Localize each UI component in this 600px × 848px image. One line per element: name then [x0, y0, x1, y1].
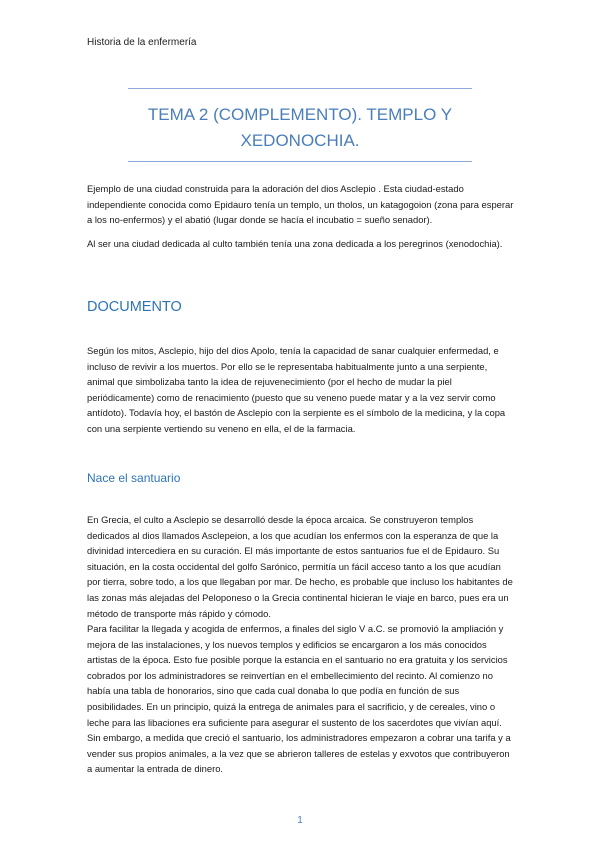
santuario-paragraph: En Grecia, el culto a Asclepio se desarrolló desde la época arcaica. Se construyeron templos dedicados al dios llamados Asclepeion, a los que acudían los enfermos con la esperanza de que la divinidad intercediera en su curación. El más importante de estos santuarios fue el de Epidauro. Su situación, en la costa occidental del golfo Sarónico, permitía un fácil acceso tanto a los que acudían por tierra, sobre todo, a los que llegaban por mar. De hecho, es probable que incluso los habitantes de las zonas más alejadas del Peloponeso o la Grecia continental hicieran le viaje en barco, pues era un método de transporte más rápido y cómodo. — [87, 514, 513, 619]
intro-paragraph: Ejemplo de una ciudad construida para la adoración del dios Asclepio . Esta ciudad-estado independiente conocida como Epidauro tenía un templo, un tholos, un katagogoion (zona para esperar a los no-enfermos) y el abatió (lugar donde se hacía el incubatio = sueño senador). — [87, 183, 514, 226]
document-title: TEMA 2 (COMPLEMENTO). TEMPLO Y XEDONOCHIA. — [147, 105, 453, 150]
intro-paragraph: Al ser una ciudad dedicada al culto también tenía una zona dedicada a los peregrinos (xenodochia). — [87, 238, 503, 249]
title-top-rule — [128, 88, 472, 89]
documento-paragraph: Según los mitos, Asclepio, hijo del dios Apolo, tenía la capacidad de sanar cualquier enfermedad, e incluso de revivir a los muertos. Por ello se le representaba habitualmente junto a una serpiente, animal que simbolizaba tanto la idea de rejuvenecimiento (por el hecho de mudar la piel periódicamente) como de renacimiento (puesto que su veneno puede matar y a la vez servir como antídoto). Todavía hoy, el bastón de Asclepio con la serpiente es el símbolo de la medicina, y la copa con una serpiente vertiendo su veneno en ella, el de la farmacia. — [87, 345, 506, 434]
subheading: Nace el santuario — [87, 471, 181, 485]
santuario-paragraph: Para facilitar la llegada y acogida de enfermos, a finales del siglo V a.C. se promovió la ampliación y mejora de las instalaciones, y los nuevos templos y edificios se encargaron a los más conocidos artistas de la época. Esto fue posible porque la estancia en el santuario no era gratuita y los servicios cobrados por los administradores se reinvertían en el embellecimiento del recinto. Al comienzo no había una tabla de honorarios, sino que cada cual donaba lo que podía en función de sus posibilidades. En un principio, quizá la entrega de animales para el sacrificio, y de cereales, vino o leche para las libaciones era suficiente para asegurar el sustento de los sacerdotes que vivían aquí. Sin embargo, a medida que creció el santuario, los administradores empezaron a cobrar una tarifa y a vender sus propios animales, a la vez que se abrieron talleres de estelas y exvotos que contribuyeron a aumentar la entrada de dinero. — [87, 623, 511, 775]
running-header: Historia de la enfermería — [87, 37, 197, 48]
section-heading: DOCUMENTO — [87, 299, 182, 315]
title-bottom-rule — [128, 161, 472, 162]
page-number: 1 — [297, 815, 303, 826]
